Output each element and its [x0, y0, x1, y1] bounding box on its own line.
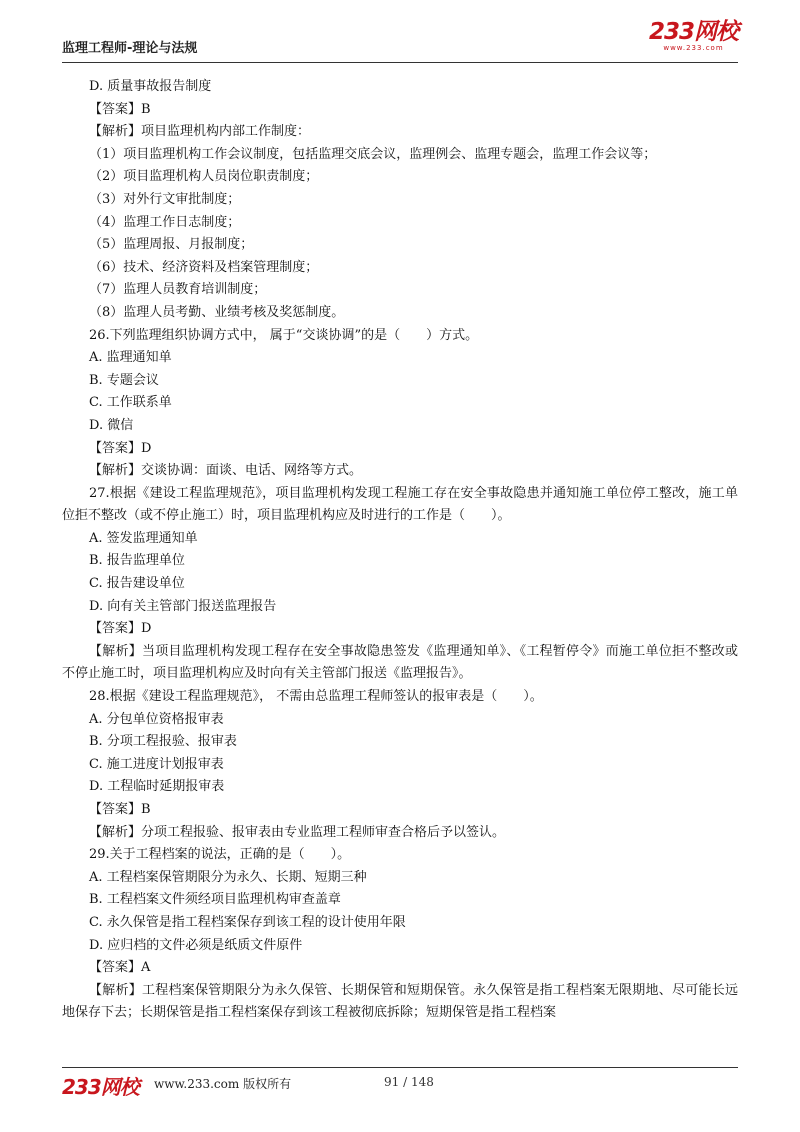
text-line: 26.下列监理组织协调方式中， 属于“交谈协调”的是（ ）方式。 [89, 327, 479, 343]
text-line: 【答案】D [89, 440, 152, 456]
text-line: 【答案】B [89, 802, 151, 817]
text-line: 28.根据《建设工程监理规范》， 不需由总监理工程师签认的报审表是（ ）。 [89, 689, 543, 705]
text-line: （7）监理人员教育培训制度； [89, 282, 267, 298]
text-line: B. 分项工程报验、报审表 [89, 734, 237, 750]
page-footer [62, 1067, 738, 1098]
text-line: 【解析】项目监理机构内部工作制度： [89, 124, 311, 140]
text-line: C. 工作联系单 [89, 395, 172, 411]
footer-logo: 233网校 [62, 1075, 139, 1099]
text-line: A. 签发监理通知单 [89, 530, 198, 546]
text-line: D. 微信 [89, 417, 134, 433]
text-line: D. 质量事故报告制度 [89, 79, 212, 94]
document-body [62, 76, 738, 1025]
text-line: 【答案】A [89, 960, 151, 976]
page-header [62, 18, 738, 63]
text-line: （5）监理周报、月报制度； [89, 237, 254, 253]
text-line: A. 工程档案保管期限分为永久、长期、短期三种 [89, 869, 367, 885]
text-line: B. 报告监理单位 [89, 553, 185, 569]
text-line: A. 分包单位资格报审表 [89, 711, 224, 727]
text-line: 【答案】B [89, 101, 151, 117]
page-number: 91 / 148 [384, 1075, 434, 1089]
text-line: C. 施工进度计划报审表 [89, 756, 224, 772]
text-line: （4）监理工作日志制度； [89, 214, 241, 230]
text-line: （2）项目监理机构人员岗位职责制度； [89, 169, 319, 185]
text-line: 27.根据《建设工程监理规范》，项目监理机构发现工程施工存在安全事故隐患并通知施工单位停工整改，施工单位拒不整改（或不停止施工）时，项目监理机构应及时进行的工作是（ ）。 [62, 485, 738, 524]
text-line: C. 永久保管是指工程档案保存到该工程的设计使用年限 [89, 914, 406, 930]
text-line: B. 工程档案文件须经项目监理机构审查盖章 [89, 892, 341, 908]
text-line: 【解析】分项工程报验、报审表由专业监理工程师审查合格后予以签认。 [89, 824, 506, 840]
text-line: 【解析】当项目监理机构发现工程存在安全事故隐患签发《监理通知单》、《工程暂停令》而施工单位拒不整改或不停止施工时，项目监理机构应及时向有关主管部门报送《监理报告》。 [62, 643, 738, 682]
text-line: （1）项目监理机构工作会议制度，包括监理交底会议，监理例会、监理专题会，监理工作会议等； [89, 146, 657, 162]
logo-text: 233网校 [648, 19, 738, 45]
brand-logo [649, 20, 738, 52]
text-line: D. 应归档的文件必须是纸质文件原件 [89, 937, 303, 953]
text-line: （3）对外行文审批制度； [89, 191, 241, 207]
text-line: （6）技术、经济资料及档案管理制度； [89, 259, 319, 275]
text-line: 【答案】D [89, 621, 152, 637]
document-title: 监理工程师-理论与法规 [62, 41, 198, 56]
text-line: 【解析】交谈协调：面谈、电话、网络等方式。 [89, 463, 363, 479]
text-line: A. 监理通知单 [89, 350, 172, 366]
text-line: 【解析】工程档案保管期限分为永久保管、长期保管和短期保管。永久保管是指工程档案无限期地、尽可能长远地保存下去；长期保管是指工程档案保存到该工程被彻底拆除；短期保管是指工程档案 [62, 982, 738, 1021]
text-line: D. 工程临时延期报审表 [89, 779, 225, 795]
text-line: （8）监理人员考勤、业绩考核及奖惩制度。 [89, 304, 345, 320]
text-line: B. 专题会议 [89, 372, 159, 388]
logo-url: www.233.com [663, 44, 724, 52]
text-line: D. 向有关主管部门报送监理报告 [89, 598, 277, 614]
text-line: C. 报告建设单位 [89, 576, 185, 592]
text-line: 29.关于工程档案的说法，正确的是（ ）。 [89, 847, 351, 863]
copyright-text: www.233.com 版权所有 [154, 1077, 292, 1091]
